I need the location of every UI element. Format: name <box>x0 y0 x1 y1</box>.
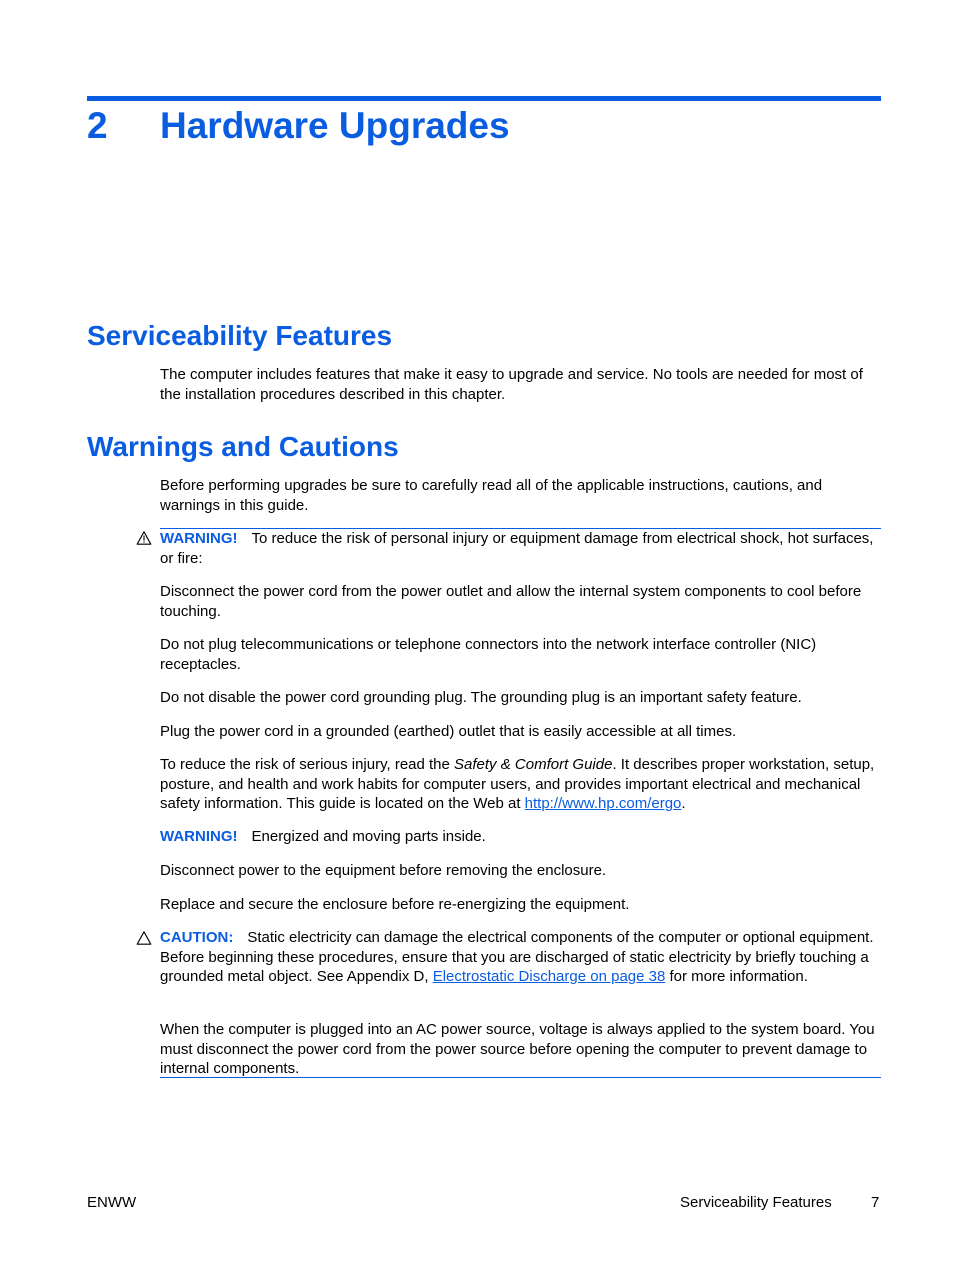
warning2-text: Energized and moving parts inside. <box>251 828 486 845</box>
warning2-item: Replace and secure the enclosure before re-energizing the equipment. <box>160 896 630 913</box>
caution-note: When the computer is plugged into an AC power source, voltage is always applied to the system board. You must disconnect the power cord from the power source before opening the computer to prevent damage to internal components. <box>160 1021 875 1077</box>
guide-title: Safety & Comfort Guide <box>454 756 613 773</box>
warnings-intro: Before performing upgrades be sure to carefully read all of the applicable instructions, cautions, and warnings in this guide. <box>160 477 823 514</box>
safety-guide-paragraph <box>160 755 882 814</box>
warning1-label: WARNING! <box>160 530 238 547</box>
caution-text-pre: Static electricity can damage the electrical components of the computer or optional equipment. Before beginning these procedures, ensure that you are discharged of static electricity by briefly touching a grounded metal object. See Appendix D, <box>160 929 874 985</box>
notice-bottom-rule <box>160 1077 881 1078</box>
guide-text-pre: To reduce the risk of serious injury, read the <box>160 756 455 773</box>
warning-triangle-icon <box>136 530 152 546</box>
warning2-paragraph <box>160 827 882 847</box>
chapter-number: 2 <box>87 105 108 146</box>
warning2-label: WARNING! <box>160 828 238 845</box>
warning1-item: Disconnect the power cord from the power outlet and allow the internal system components to cool before touching. <box>160 583 862 620</box>
hp-ergo-link[interactable]: http://www.hp.com/ergo <box>524 795 682 812</box>
warning1-paragraph <box>160 529 882 568</box>
guide-text-post: . It describes proper workstation, setup, posture, and health and work habits for computer users, and provides important electrical and mechanical safety information. This guide is located on the Web at <box>160 756 875 812</box>
esd-link[interactable]: Electrostatic Discharge on page 38 <box>432 968 666 985</box>
warning1-item: Plug the power cord in a grounded (earthed) outlet that is easily accessible at all times. <box>160 723 737 740</box>
caution-label: CAUTION: <box>160 929 234 946</box>
footer-page-number: 7 <box>871 1194 880 1211</box>
caution-paragraph <box>160 928 882 987</box>
caution-triangle-icon <box>136 930 152 946</box>
chapter-rule <box>87 96 881 101</box>
footer-left: ENWW <box>87 1194 137 1211</box>
serviceability-body: The computer includes features that make it easy to upgrade and service. No tools are needed for most of the installation procedures described in this chapter. <box>160 366 863 403</box>
warnings-heading: Warnings and Cautions <box>87 431 399 462</box>
footer-section: Serviceability Features <box>680 1194 832 1211</box>
chapter-title <box>87 104 510 148</box>
chapter-title-text: Hardware Upgrades <box>160 105 510 146</box>
warning2-item: Disconnect power to the equipment before removing the enclosure. <box>160 862 607 879</box>
guide-text-end: . <box>681 795 686 812</box>
warning1-item: Do not disable the power cord grounding plug. The grounding plug is an important safety feature. <box>160 689 802 706</box>
warning1-item: Do not plug telecommunications or telephone connectors into the network interface controller (NIC) receptacles. <box>160 636 817 673</box>
serviceability-heading: Serviceability Features <box>87 320 393 351</box>
warning1-text: To reduce the risk of personal injury or equipment damage from electrical shock, hot surfaces, or fire: <box>160 530 874 567</box>
caution-text-post: for more information. <box>665 968 808 985</box>
